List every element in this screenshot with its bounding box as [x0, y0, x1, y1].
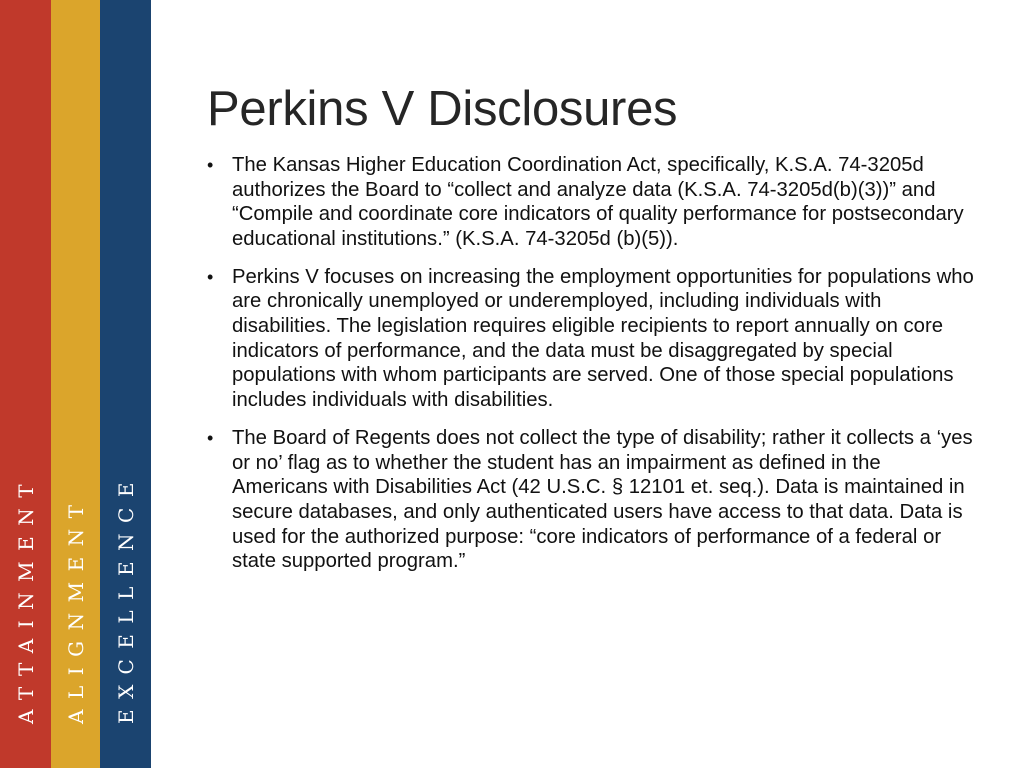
bullet-text: The Kansas Higher Education Coordination Act, specifically, K.S.A. 74-3205d authorizes the Board to “collect and analyze data (K.S.A. 74-3205d(b)(3))” and “Compile and coordinate core indicators of quality performance for postsecondary educational institutions.” (K.S.A. 74-3205d (b)(5)).	[232, 153, 964, 250]
bullet-dot-icon: •	[207, 266, 214, 287]
stripe-alignment	[51, 0, 100, 768]
stripe-label-attainment: ATTAINMENT	[13, 473, 38, 724]
stripe-attainment	[0, 0, 51, 768]
decorative-stripes	[0, 0, 151, 768]
stripe-excellence	[100, 0, 151, 768]
bullet-text: Perkins V focuses on increasing the employment opportunities for populations who are chronically unemployed or underemployed, including individuals with disabilities. The legislation requires eligible recipients to report annually on core indicators of performance, and the data must be disaggregated by special populations with whom participants are served. One of those special populations includes individuals with disabilities.	[232, 265, 974, 412]
bullet-dot-icon: •	[207, 427, 214, 448]
slide-title: Perkins V Disclosures	[207, 82, 678, 136]
slide-content	[207, 80, 977, 587]
bullet-item	[207, 426, 977, 574]
bullet-item	[207, 153, 977, 252]
bullet-text: The Board of Regents does not collect the type of disability; rather it collects a ‘yes or no’ flag as to whether the student has an impairment as defined in the Americans with Disabilities Act (42 U.S.C. § 12101 et. seq.). Data is maintained in secure databases, and only authenticated users have access to that data. Data is used for the authorized purpose: “core indicators of performance of a federal or state supported program.”	[232, 426, 973, 573]
bullet-dot-icon: •	[207, 154, 214, 175]
bullet-item	[207, 265, 977, 413]
stripe-label-excellence: EXCELLENCE	[113, 472, 138, 724]
bullet-list	[207, 153, 977, 574]
stripe-label-alignment: ALIGNMENT	[63, 494, 88, 724]
